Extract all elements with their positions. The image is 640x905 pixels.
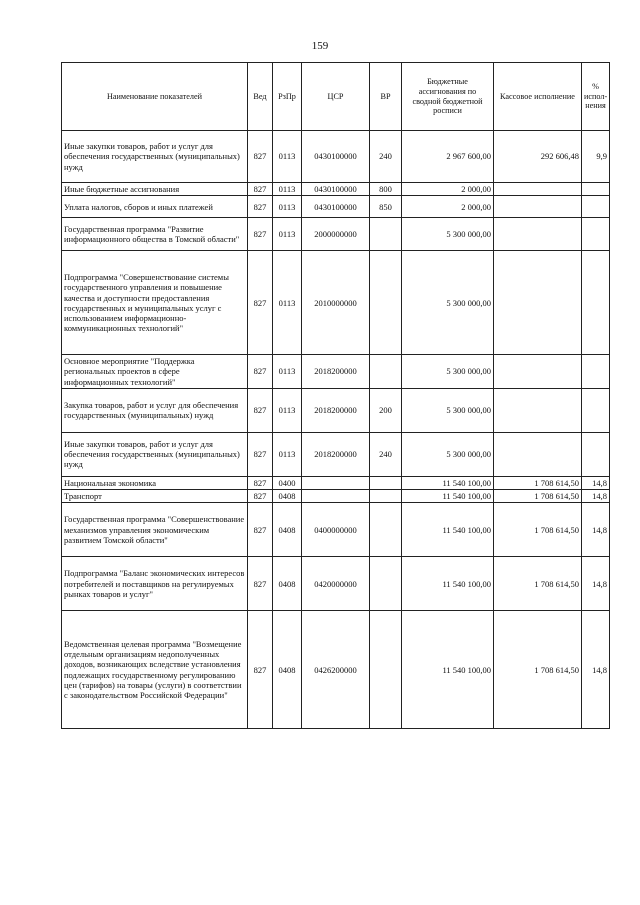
- cell-pct: 14,8: [582, 611, 610, 729]
- table-row: [62, 196, 610, 218]
- cell-rzpr: 0113: [273, 218, 302, 251]
- header-budget: Бюджетные ассигнования по сводной бюджетной росписи: [402, 63, 494, 131]
- cell-vr: 240: [370, 432, 402, 476]
- header-name: Наименование показателей: [62, 63, 248, 131]
- cell-cash: [494, 218, 582, 251]
- cell-ved: 827: [248, 432, 273, 476]
- cell-csr: 2018200000: [302, 432, 370, 476]
- cell-ved: 827: [248, 388, 273, 432]
- cell-rzpr: 0113: [273, 355, 302, 389]
- cell-rzpr: 0113: [273, 183, 302, 196]
- cell-ved: 827: [248, 251, 273, 355]
- cell-budget: 11 540 100,00: [402, 557, 494, 611]
- cell-cash: 1 708 614,50: [494, 557, 582, 611]
- table-row: [62, 476, 610, 489]
- cell-budget: 11 540 100,00: [402, 503, 494, 557]
- cell-vr: [370, 489, 402, 502]
- cell-csr: 0400000000: [302, 503, 370, 557]
- cell-cash: 1 708 614,50: [494, 489, 582, 502]
- cell-ved: 827: [248, 503, 273, 557]
- cell-cash: [494, 251, 582, 355]
- cell-vr: [370, 476, 402, 489]
- header-cash: Кассовое исполнение: [494, 63, 582, 131]
- cell-ved: 827: [248, 183, 273, 196]
- cell-name: Государственная программа "Развитие информационного общества в Томской области": [62, 218, 248, 251]
- cell-ved: 827: [248, 489, 273, 502]
- cell-rzpr: 0113: [273, 388, 302, 432]
- cell-csr: 0430100000: [302, 131, 370, 183]
- table-row: [62, 557, 610, 611]
- cell-vr: [370, 251, 402, 355]
- cell-pct: [582, 183, 610, 196]
- cell-name: Уплата налогов, сборов и иных платежей: [62, 196, 248, 218]
- table-row: [62, 432, 610, 476]
- header-pct: % испол-нения: [582, 63, 610, 131]
- cell-csr: 2000000000: [302, 218, 370, 251]
- cell-budget: 11 540 100,00: [402, 489, 494, 502]
- cell-cash: [494, 355, 582, 389]
- cell-vr: [370, 503, 402, 557]
- header-rzpr: РзПр: [273, 63, 302, 131]
- table-row: [62, 388, 610, 432]
- cell-vr: 850: [370, 196, 402, 218]
- cell-name: Иные закупки товаров, работ и услуг для обеспечения государственных (муниципальных) нужд: [62, 131, 248, 183]
- cell-pct: 14,8: [582, 489, 610, 502]
- cell-rzpr: 0113: [273, 131, 302, 183]
- cell-pct: 14,8: [582, 476, 610, 489]
- cell-rzpr: 0113: [273, 251, 302, 355]
- cell-vr: 200: [370, 388, 402, 432]
- cell-ved: 827: [248, 476, 273, 489]
- cell-pct: [582, 218, 610, 251]
- table-row: [62, 489, 610, 502]
- cell-csr: 0426200000: [302, 611, 370, 729]
- cell-rzpr: 0408: [273, 557, 302, 611]
- cell-cash: 1 708 614,50: [494, 611, 582, 729]
- cell-cash: [494, 388, 582, 432]
- cell-rzpr: 0408: [273, 503, 302, 557]
- table-row: [62, 183, 610, 196]
- cell-ved: 827: [248, 557, 273, 611]
- cell-vr: [370, 355, 402, 389]
- cell-csr: 2018200000: [302, 355, 370, 389]
- cell-vr: [370, 218, 402, 251]
- table-body: [62, 131, 610, 729]
- cell-vr: 240: [370, 131, 402, 183]
- cell-csr: [302, 489, 370, 502]
- cell-cash: 1 708 614,50: [494, 503, 582, 557]
- cell-cash: [494, 196, 582, 218]
- cell-csr: 2018200000: [302, 388, 370, 432]
- cell-cash: 1 708 614,50: [494, 476, 582, 489]
- cell-pct: [582, 251, 610, 355]
- table-row: [62, 251, 610, 355]
- table-row: [62, 611, 610, 729]
- cell-pct: [582, 432, 610, 476]
- cell-pct: [582, 388, 610, 432]
- cell-vr: [370, 557, 402, 611]
- header-vr: ВР: [370, 63, 402, 131]
- table-row: [62, 218, 610, 251]
- cell-csr: 0430100000: [302, 183, 370, 196]
- table-row: [62, 503, 610, 557]
- cell-budget: 2 967 600,00: [402, 131, 494, 183]
- cell-budget: 5 300 000,00: [402, 251, 494, 355]
- cell-budget: 5 300 000,00: [402, 355, 494, 389]
- cell-name: Государственная программа "Совершенствование механизмов управления экономическим развитием Томской области": [62, 503, 248, 557]
- cell-ved: 827: [248, 218, 273, 251]
- cell-name: Закупка товаров, работ и услуг для обеспечения государственных (муниципальных) нужд: [62, 388, 248, 432]
- cell-rzpr: 0113: [273, 196, 302, 218]
- cell-pct: 14,8: [582, 503, 610, 557]
- header-ved: Вед: [248, 63, 273, 131]
- cell-ved: 827: [248, 196, 273, 218]
- cell-name: Основное мероприятие "Поддержка региональных проектов в сфере информационных технологий": [62, 355, 248, 389]
- cell-vr: [370, 611, 402, 729]
- cell-name: Иные бюджетные ассигнования: [62, 183, 248, 196]
- cell-name: Иные закупки товаров, работ и услуг для обеспечения государственных (муниципальных) нужд: [62, 432, 248, 476]
- cell-budget: 5 300 000,00: [402, 218, 494, 251]
- cell-rzpr: 0113: [273, 432, 302, 476]
- cell-vr: 800: [370, 183, 402, 196]
- cell-rzpr: 0408: [273, 611, 302, 729]
- cell-name: Подпрограмма "Баланс экономических интересов потребителей и поставщиков на регулируемых рынках товаров и услуг": [62, 557, 248, 611]
- header-csr: ЦСР: [302, 63, 370, 131]
- cell-ved: 827: [248, 131, 273, 183]
- cell-budget: 11 540 100,00: [402, 611, 494, 729]
- cell-name: Ведомственная целевая программа "Возмещение отдельным организациям недополученных доходов, возникающих вследствие установления подлежащих государственному регулированию цен (тарифов) на товары (услуги) в соответствии с законодательством Российской Федерации": [62, 611, 248, 729]
- cell-pct: [582, 196, 610, 218]
- cell-budget: 2 000,00: [402, 196, 494, 218]
- cell-rzpr: 0408: [273, 489, 302, 502]
- cell-csr: 0420000000: [302, 557, 370, 611]
- cell-pct: 9,9: [582, 131, 610, 183]
- cell-cash: [494, 432, 582, 476]
- cell-csr: 2010000000: [302, 251, 370, 355]
- cell-ved: 827: [248, 611, 273, 729]
- cell-rzpr: 0400: [273, 476, 302, 489]
- cell-name: Национальная экономика: [62, 476, 248, 489]
- cell-name: Подпрограмма "Совершенствование системы государственного управления и повышение качества и доступности предоставления государственных и муниципальных услуг с использованием информационно-коммуникационных технологий": [62, 251, 248, 355]
- cell-budget: 11 540 100,00: [402, 476, 494, 489]
- table-header-row: [62, 63, 610, 131]
- cell-cash: 292 606,48: [494, 131, 582, 183]
- cell-budget: 5 300 000,00: [402, 432, 494, 476]
- page-number: 159: [311, 40, 329, 52]
- cell-budget: 5 300 000,00: [402, 388, 494, 432]
- cell-csr: 0430100000: [302, 196, 370, 218]
- cell-pct: 14,8: [582, 557, 610, 611]
- cell-budget: 2 000,00: [402, 183, 494, 196]
- cell-cash: [494, 183, 582, 196]
- cell-pct: [582, 355, 610, 389]
- budget-execution-table: [61, 62, 610, 729]
- table-row: [62, 355, 610, 389]
- cell-ved: 827: [248, 355, 273, 389]
- cell-csr: [302, 476, 370, 489]
- cell-name: Транспорт: [62, 489, 248, 502]
- table-row: [62, 131, 610, 183]
